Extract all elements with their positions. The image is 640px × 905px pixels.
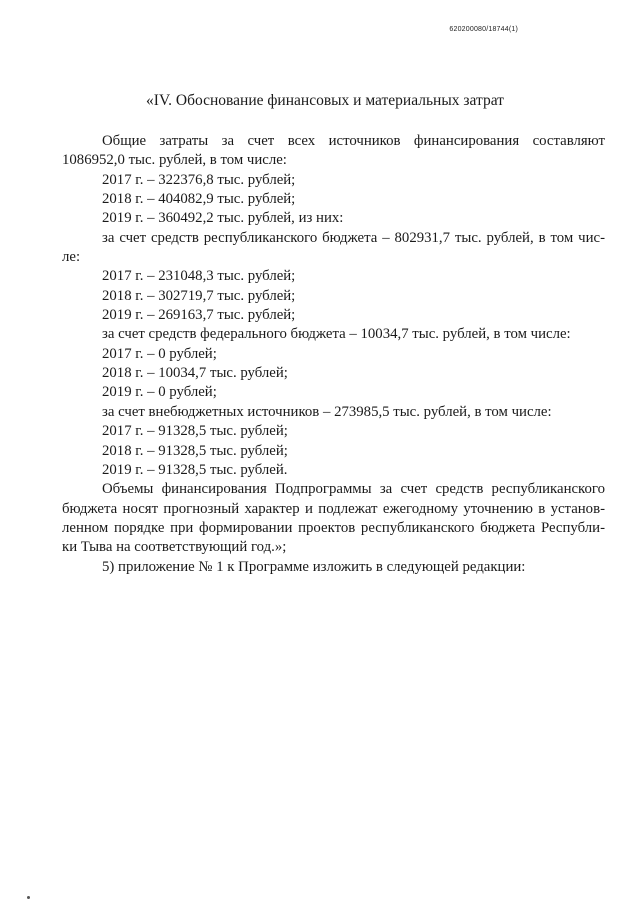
closing-line: ки Тыва на соответствующий год.»; bbox=[62, 539, 287, 556]
federal-year-line: 2018 г. – 10034,7 тыс. рублей; bbox=[102, 365, 288, 382]
extra-budget-line: за счет внебюджетных источников – 273985,5 тыс. рублей, в том числе: bbox=[102, 403, 552, 420]
federal-year-line: 2017 г. – 0 рублей; bbox=[102, 345, 217, 362]
scan-mark bbox=[27, 896, 30, 899]
republic-budget-line: ле: bbox=[62, 249, 81, 266]
republic-budget-line: за счет средств республиканского бюджета – 802931,7 тыс. рублей, в том чис- bbox=[102, 229, 605, 246]
intro-line: Общие затраты за счет всех источников финансирования составляют bbox=[102, 133, 605, 149]
federal-year-line: 2019 г. – 0 рублей; bbox=[102, 384, 217, 401]
intro-line: 1086952,0 тыс. рублей, в том числе: bbox=[62, 152, 287, 169]
federal-budget-line: за счет средств федерального бюджета – 10034,7 тыс. рублей, в том числе: bbox=[102, 326, 571, 343]
closing-line: ленном порядке при формировании проектов республиканского бюджета Республи- bbox=[62, 519, 605, 536]
republic-year-line: 2019 г. – 269163,7 тыс. рублей; bbox=[102, 307, 296, 324]
republic-year-line: 2017 г. – 231048,3 тыс. рублей; bbox=[102, 268, 296, 285]
extra-year-line: 2019 г. – 91328,5 тыс. рублей. bbox=[102, 461, 288, 478]
extra-year-line: 2017 г. – 91328,5 тыс. рублей; bbox=[102, 423, 288, 440]
document-body bbox=[62, 132, 605, 577]
extra-year-line: 2018 г. – 91328,5 тыс. рублей; bbox=[102, 442, 288, 459]
republic-year-line: 2018 г. – 302719,7 тыс. рублей; bbox=[102, 287, 296, 304]
amendment-line: 5) приложение № 1 к Программе изложить в следующей редакции: bbox=[102, 558, 526, 575]
section-heading: «IV. Обоснование финансовых и материальных затрат bbox=[146, 92, 504, 109]
total-year-line: 2018 г. – 404082,9 тыс. рублей; bbox=[102, 191, 296, 208]
closing-line: бюджета носят прогнозный характер и подлежат ежегодному уточнению в установ- bbox=[62, 500, 605, 517]
closing-line: Объемы финансирования Подпрограммы за счет средств республиканского bbox=[102, 481, 605, 498]
document-id: 620200080/18744(1) bbox=[449, 26, 518, 33]
total-year-line: 2019 г. – 360492,2 тыс. рублей, из них: bbox=[102, 210, 344, 227]
total-year-line: 2017 г. – 322376,8 тыс. рублей; bbox=[102, 171, 296, 188]
